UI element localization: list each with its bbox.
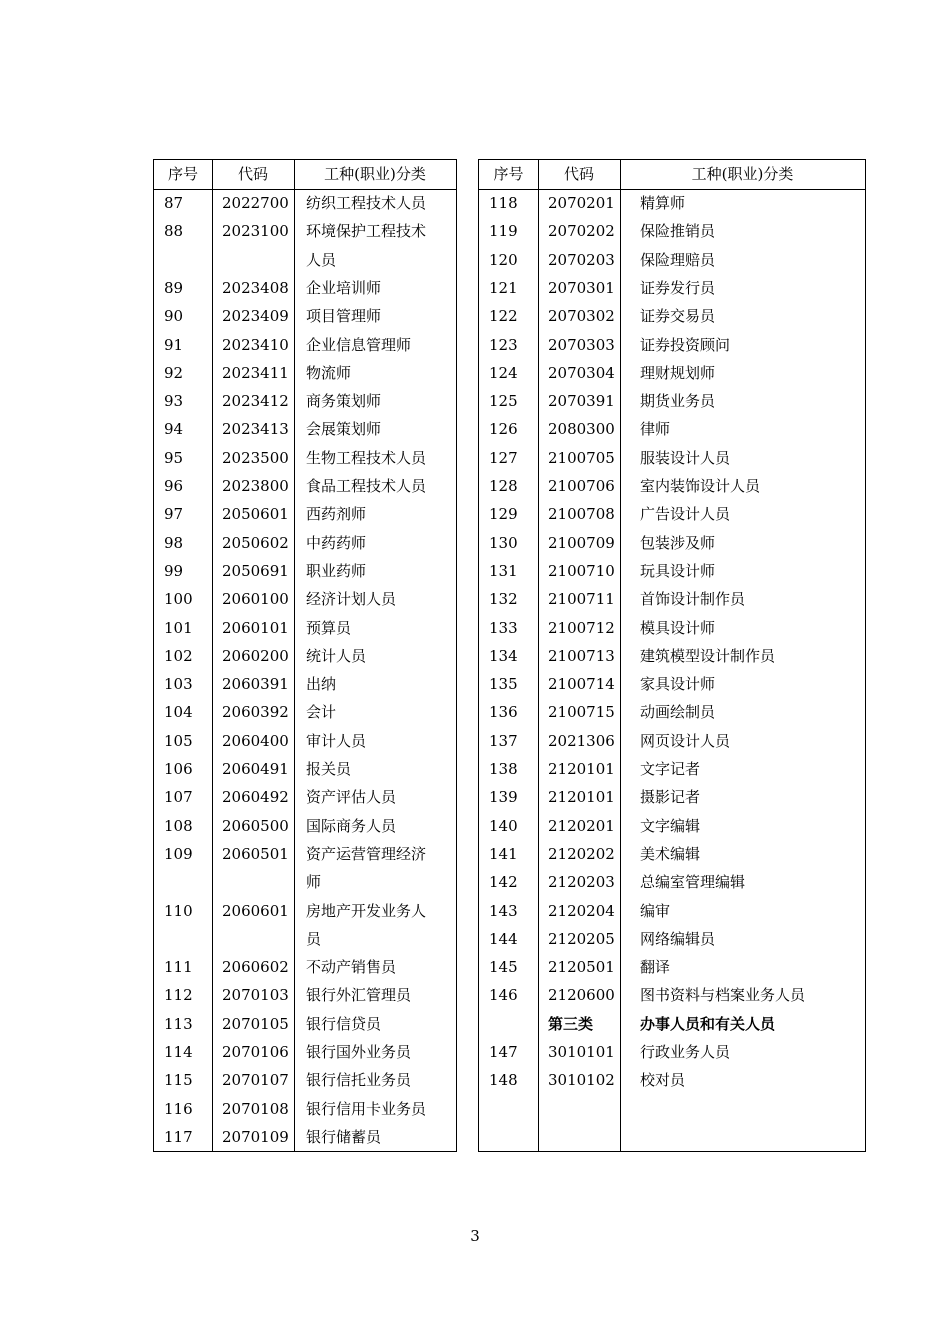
row-name: 证券投资顾问 <box>640 335 731 354</box>
row-name: 首饰设计制作员 <box>640 590 746 609</box>
row-code: 2100710 <box>548 561 615 580</box>
row-seq: 120 <box>489 250 518 269</box>
table-row <box>479 981 865 1009</box>
row-seq: 123 <box>489 335 518 354</box>
table-row <box>154 217 456 245</box>
row-code: 2070105 <box>222 1014 289 1033</box>
row-name: 报关员 <box>306 760 352 778</box>
row-code: 2070103 <box>222 986 289 1005</box>
row-name: 出纳 <box>306 675 337 694</box>
row-code: 2023413 <box>222 420 289 439</box>
table-row <box>479 500 865 528</box>
header-seq: 序号 <box>493 165 524 183</box>
row-seq: 116 <box>164 1099 193 1118</box>
row-name: 环境保护工程技术 <box>306 222 427 241</box>
row-seq: 92 <box>164 363 184 382</box>
row-seq: 112 <box>164 986 193 1005</box>
table-row <box>479 812 865 840</box>
table-row <box>154 585 456 613</box>
table-row <box>154 1010 456 1038</box>
right-table <box>478 159 866 1152</box>
row-name: 统计人员 <box>306 646 367 665</box>
table-row <box>154 840 456 868</box>
row-code: 第三类 <box>548 1014 594 1033</box>
row-name: 翻译 <box>640 958 671 977</box>
row-name: 人员 <box>306 250 337 269</box>
row-code: 2060602 <box>222 958 289 977</box>
row-name: 网络编辑员 <box>640 929 716 948</box>
table-row <box>154 642 456 670</box>
table-row <box>154 953 456 981</box>
table-row <box>154 614 456 642</box>
table-row <box>154 359 456 387</box>
header-code: 代码 <box>563 165 594 183</box>
row-seq: 100 <box>164 590 193 609</box>
table-row <box>479 557 865 585</box>
row-seq: 143 <box>489 901 518 920</box>
row-code: 2100711 <box>548 590 615 609</box>
row-seq: 148 <box>489 1071 518 1090</box>
row-code: 2050601 <box>222 505 289 524</box>
table-row <box>479 274 865 302</box>
row-code: 2023408 <box>222 278 289 297</box>
table-row <box>154 444 456 472</box>
row-seq: 128 <box>489 477 518 495</box>
row-name: 经济计划人员 <box>306 590 397 609</box>
row-code: 2100706 <box>548 477 615 495</box>
row-code: 2070201 <box>548 194 615 212</box>
row-code: 2070301 <box>548 278 615 297</box>
header-category: 工种(职业)分类 <box>324 165 426 183</box>
row-name: 房地产开发业务人 <box>306 901 427 920</box>
row-name: 网页设计人员 <box>640 731 731 750</box>
row-name: 师 <box>306 873 322 892</box>
row-name: 办事人员和有关人员 <box>640 1014 776 1033</box>
table-row <box>154 981 456 1009</box>
row-seq: 111 <box>164 958 193 977</box>
row-code: 2070203 <box>548 250 615 269</box>
row-name: 图书资料与档案业务人员 <box>640 986 806 1005</box>
row-seq: 101 <box>164 618 193 637</box>
table-row <box>154 812 456 840</box>
table-row <box>154 1095 456 1123</box>
row-code: 2023409 <box>222 307 289 326</box>
row-name: 保险理赔员 <box>640 250 716 269</box>
table-row <box>479 387 865 415</box>
row-seq: 105 <box>164 731 193 750</box>
row-name: 证券交易员 <box>640 307 716 326</box>
row-code: 2060100 <box>222 590 289 609</box>
row-seq: 132 <box>489 590 518 609</box>
row-name: 文字记者 <box>640 760 701 778</box>
table-row <box>154 302 456 330</box>
row-code: 3010102 <box>548 1071 615 1090</box>
row-name: 商务策划师 <box>306 392 382 411</box>
row-code: 2060601 <box>222 901 289 920</box>
table-row <box>154 500 456 528</box>
row-code: 2120101 <box>548 788 615 807</box>
table-row <box>479 783 865 811</box>
table-row <box>154 1123 456 1151</box>
row-seq: 106 <box>164 760 193 778</box>
row-name: 员 <box>306 929 322 948</box>
row-code: 2070391 <box>548 392 615 411</box>
row-seq: 145 <box>489 958 518 977</box>
row-code: 2060491 <box>222 760 289 778</box>
row-name: 项目管理师 <box>306 307 382 326</box>
table-row <box>154 727 456 755</box>
row-name: 资产评估人员 <box>306 788 397 807</box>
row-name: 银行信用卡业务员 <box>306 1099 427 1118</box>
row-name: 动画绘制员 <box>640 703 716 722</box>
row-name: 总编室管理编辑 <box>640 873 746 892</box>
row-name: 会计 <box>306 703 337 722</box>
table-row <box>479 415 865 443</box>
table-row <box>479 444 865 472</box>
row-code: 2100712 <box>548 618 615 637</box>
row-seq: 103 <box>164 675 193 694</box>
row-code: 2023100 <box>222 222 289 241</box>
row-code: 2070202 <box>548 222 615 241</box>
row-code: 2023500 <box>222 448 289 467</box>
header-category: 工种(职业)分类 <box>691 165 794 183</box>
row-seq: 88 <box>164 222 184 241</box>
row-name: 生物工程技术人员 <box>306 448 427 467</box>
row-seq: 95 <box>164 448 184 467</box>
row-code: 2080300 <box>548 420 615 439</box>
row-name: 家具设计师 <box>640 675 716 694</box>
row-name: 会展策划师 <box>306 420 382 439</box>
row-seq: 114 <box>164 1043 193 1061</box>
row-code: 2070107 <box>222 1071 289 1090</box>
table-row <box>479 670 865 698</box>
row-seq: 147 <box>489 1043 518 1061</box>
row-seq: 98 <box>164 533 184 552</box>
table-row <box>154 557 456 585</box>
row-seq: 110 <box>164 901 193 920</box>
row-name: 理财规划师 <box>640 363 716 382</box>
row-seq: 129 <box>489 505 518 524</box>
row-seq: 138 <box>489 760 518 778</box>
row-name: 中药药师 <box>306 533 367 552</box>
row-code: 2070302 <box>548 307 615 326</box>
row-name: 广告设计人员 <box>640 505 731 524</box>
row-code: 2050602 <box>222 533 289 552</box>
row-name: 纺织工程技术人员 <box>306 194 427 212</box>
row-seq: 93 <box>164 392 184 411</box>
row-code: 2120204 <box>548 901 615 920</box>
row-seq: 107 <box>164 788 193 807</box>
row-seq: 133 <box>489 618 518 637</box>
table-row <box>154 755 456 783</box>
row-seq: 113 <box>164 1014 193 1033</box>
row-name: 证券发行员 <box>640 278 716 297</box>
row-code: 2100714 <box>548 675 615 694</box>
row-code: 2023410 <box>222 335 289 354</box>
row-seq: 131 <box>489 561 518 580</box>
row-seq: 130 <box>489 533 518 552</box>
row-seq: 87 <box>164 194 184 212</box>
row-code: 2023412 <box>222 392 289 411</box>
row-seq: 126 <box>489 420 518 439</box>
row-name: 建筑模型设计制作员 <box>640 646 776 665</box>
row-code: 2100715 <box>548 703 615 722</box>
table-row <box>479 614 865 642</box>
table-row <box>154 868 456 896</box>
row-seq: 136 <box>489 703 518 722</box>
row-code: 2100709 <box>548 533 615 552</box>
row-name: 银行信托业务员 <box>306 1071 412 1090</box>
table-row <box>479 472 865 500</box>
row-name: 模具设计师 <box>640 618 716 637</box>
row-code: 2060492 <box>222 788 289 807</box>
row-seq: 91 <box>164 335 184 354</box>
row-seq: 127 <box>489 448 518 467</box>
row-seq: 121 <box>489 278 518 297</box>
table-row <box>479 840 865 868</box>
row-seq: 125 <box>489 392 518 411</box>
table-row <box>479 302 865 330</box>
row-name: 企业信息管理师 <box>306 335 412 354</box>
row-code: 2120202 <box>548 844 615 863</box>
row-code: 2060501 <box>222 844 289 863</box>
row-name: 职业药师 <box>306 561 367 580</box>
row-name: 物流师 <box>306 363 352 382</box>
table-row <box>154 698 456 726</box>
row-code: 2100705 <box>548 448 615 467</box>
row-seq: 141 <box>489 844 518 863</box>
row-code: 2070108 <box>222 1099 289 1118</box>
row-name: 行政业务人员 <box>640 1043 731 1061</box>
row-name: 律师 <box>640 420 671 439</box>
table-row <box>479 529 865 557</box>
row-code: 2100713 <box>548 646 615 665</box>
row-name: 审计人员 <box>306 731 367 750</box>
row-seq: 124 <box>489 363 518 382</box>
table-row <box>154 415 456 443</box>
table-row <box>479 727 865 755</box>
row-code: 2120205 <box>548 929 615 948</box>
row-name: 摄影记者 <box>640 788 701 807</box>
table-row <box>479 897 865 925</box>
row-name: 文字编辑 <box>640 816 701 835</box>
row-code: 2120501 <box>548 958 615 977</box>
table-row <box>479 189 865 217</box>
table-row <box>154 925 456 953</box>
table-row <box>479 585 865 613</box>
table-row <box>154 331 456 359</box>
row-name: 银行国外业务员 <box>306 1043 412 1061</box>
row-code: 2023411 <box>222 363 289 382</box>
row-seq: 115 <box>164 1071 193 1090</box>
row-seq: 118 <box>489 194 518 212</box>
table-row <box>154 274 456 302</box>
row-seq: 122 <box>489 307 518 326</box>
row-code: 2100708 <box>548 505 615 524</box>
row-seq: 89 <box>164 278 184 297</box>
row-code: 2120201 <box>548 816 615 835</box>
row-name: 银行储蓄员 <box>306 1127 382 1146</box>
table-row <box>154 529 456 557</box>
table-row <box>479 642 865 670</box>
row-name: 美术编辑 <box>640 844 701 863</box>
row-seq: 97 <box>164 505 184 524</box>
row-code: 2120203 <box>548 873 615 892</box>
row-code: 2023800 <box>222 477 289 495</box>
row-name: 包装涉及师 <box>640 533 716 552</box>
table-row <box>154 472 456 500</box>
row-name: 银行信贷员 <box>306 1014 382 1033</box>
table-row <box>479 217 865 245</box>
table-row <box>154 246 456 274</box>
table-row <box>479 1038 865 1066</box>
row-code: 2070303 <box>548 335 615 354</box>
row-name: 资产运营管理经济 <box>306 844 427 863</box>
row-code: 2120600 <box>548 986 615 1005</box>
row-seq: 94 <box>164 420 184 439</box>
row-seq: 102 <box>164 646 193 665</box>
row-seq: 142 <box>489 873 518 892</box>
row-code: 2050691 <box>222 561 289 580</box>
row-code: 2060392 <box>222 703 289 722</box>
row-code: 2060200 <box>222 646 289 665</box>
row-seq: 109 <box>164 844 193 863</box>
row-seq: 144 <box>489 929 518 948</box>
row-seq: 99 <box>164 561 184 580</box>
row-name: 预算员 <box>306 618 352 637</box>
row-seq: 119 <box>489 222 518 241</box>
row-seq: 140 <box>489 816 518 835</box>
row-name: 室内装饰设计人员 <box>640 477 761 495</box>
table-row <box>479 925 865 953</box>
row-seq: 135 <box>489 675 518 694</box>
table-row <box>479 359 865 387</box>
table-row <box>154 783 456 811</box>
row-seq: 96 <box>164 477 184 495</box>
table-row <box>154 387 456 415</box>
table-row <box>479 953 865 981</box>
row-code: 2022700 <box>222 194 289 212</box>
row-code: 2060500 <box>222 816 289 835</box>
row-seq: 108 <box>164 816 193 835</box>
row-name: 玩具设计师 <box>640 561 716 580</box>
row-code: 2120101 <box>548 760 615 778</box>
table-row <box>479 698 865 726</box>
header-code: 代码 <box>237 165 268 183</box>
row-code: 3010101 <box>548 1043 615 1061</box>
row-name: 银行外汇管理员 <box>306 986 412 1005</box>
table-row <box>154 189 456 217</box>
table-row <box>479 755 865 783</box>
row-name: 期货业务员 <box>640 392 716 411</box>
row-seq: 90 <box>164 307 184 326</box>
table-row <box>154 1038 456 1066</box>
row-name: 服装设计人员 <box>640 448 731 467</box>
row-name: 企业培训师 <box>306 278 382 297</box>
table-row <box>154 670 456 698</box>
row-code: 2021306 <box>548 731 615 750</box>
row-code: 2070106 <box>222 1043 289 1061</box>
row-name: 校对员 <box>640 1071 686 1090</box>
right-table-header <box>479 160 865 190</box>
row-seq: 139 <box>489 788 518 807</box>
row-name: 食品工程技术人员 <box>306 477 427 495</box>
row-name: 国际商务人员 <box>306 816 397 835</box>
table-row <box>479 868 865 896</box>
left-table <box>153 159 457 1152</box>
row-name: 编审 <box>640 901 671 920</box>
table-row <box>154 1066 456 1094</box>
row-code: 2060400 <box>222 731 289 750</box>
row-code: 2060101 <box>222 618 289 637</box>
row-name: 精算师 <box>640 194 686 212</box>
row-code: 2070109 <box>222 1127 289 1146</box>
page-number: 3 <box>470 1227 480 1245</box>
row-name: 不动产销售员 <box>306 958 397 977</box>
row-seq: 146 <box>489 986 518 1005</box>
left-table-header <box>154 160 456 190</box>
row-seq: 137 <box>489 731 518 750</box>
table-row <box>479 331 865 359</box>
row-code: 2070304 <box>548 363 615 382</box>
table-row <box>479 246 865 274</box>
row-seq: 117 <box>164 1127 193 1146</box>
row-name: 保险推销员 <box>640 222 716 241</box>
row-seq: 104 <box>164 703 193 722</box>
table-row <box>479 1010 865 1038</box>
row-seq: 134 <box>489 646 518 665</box>
header-seq: 序号 <box>167 165 198 183</box>
table-row <box>154 897 456 925</box>
row-name: 西药剂师 <box>306 505 367 524</box>
row-code: 2060391 <box>222 675 289 694</box>
table-row <box>479 1066 865 1094</box>
